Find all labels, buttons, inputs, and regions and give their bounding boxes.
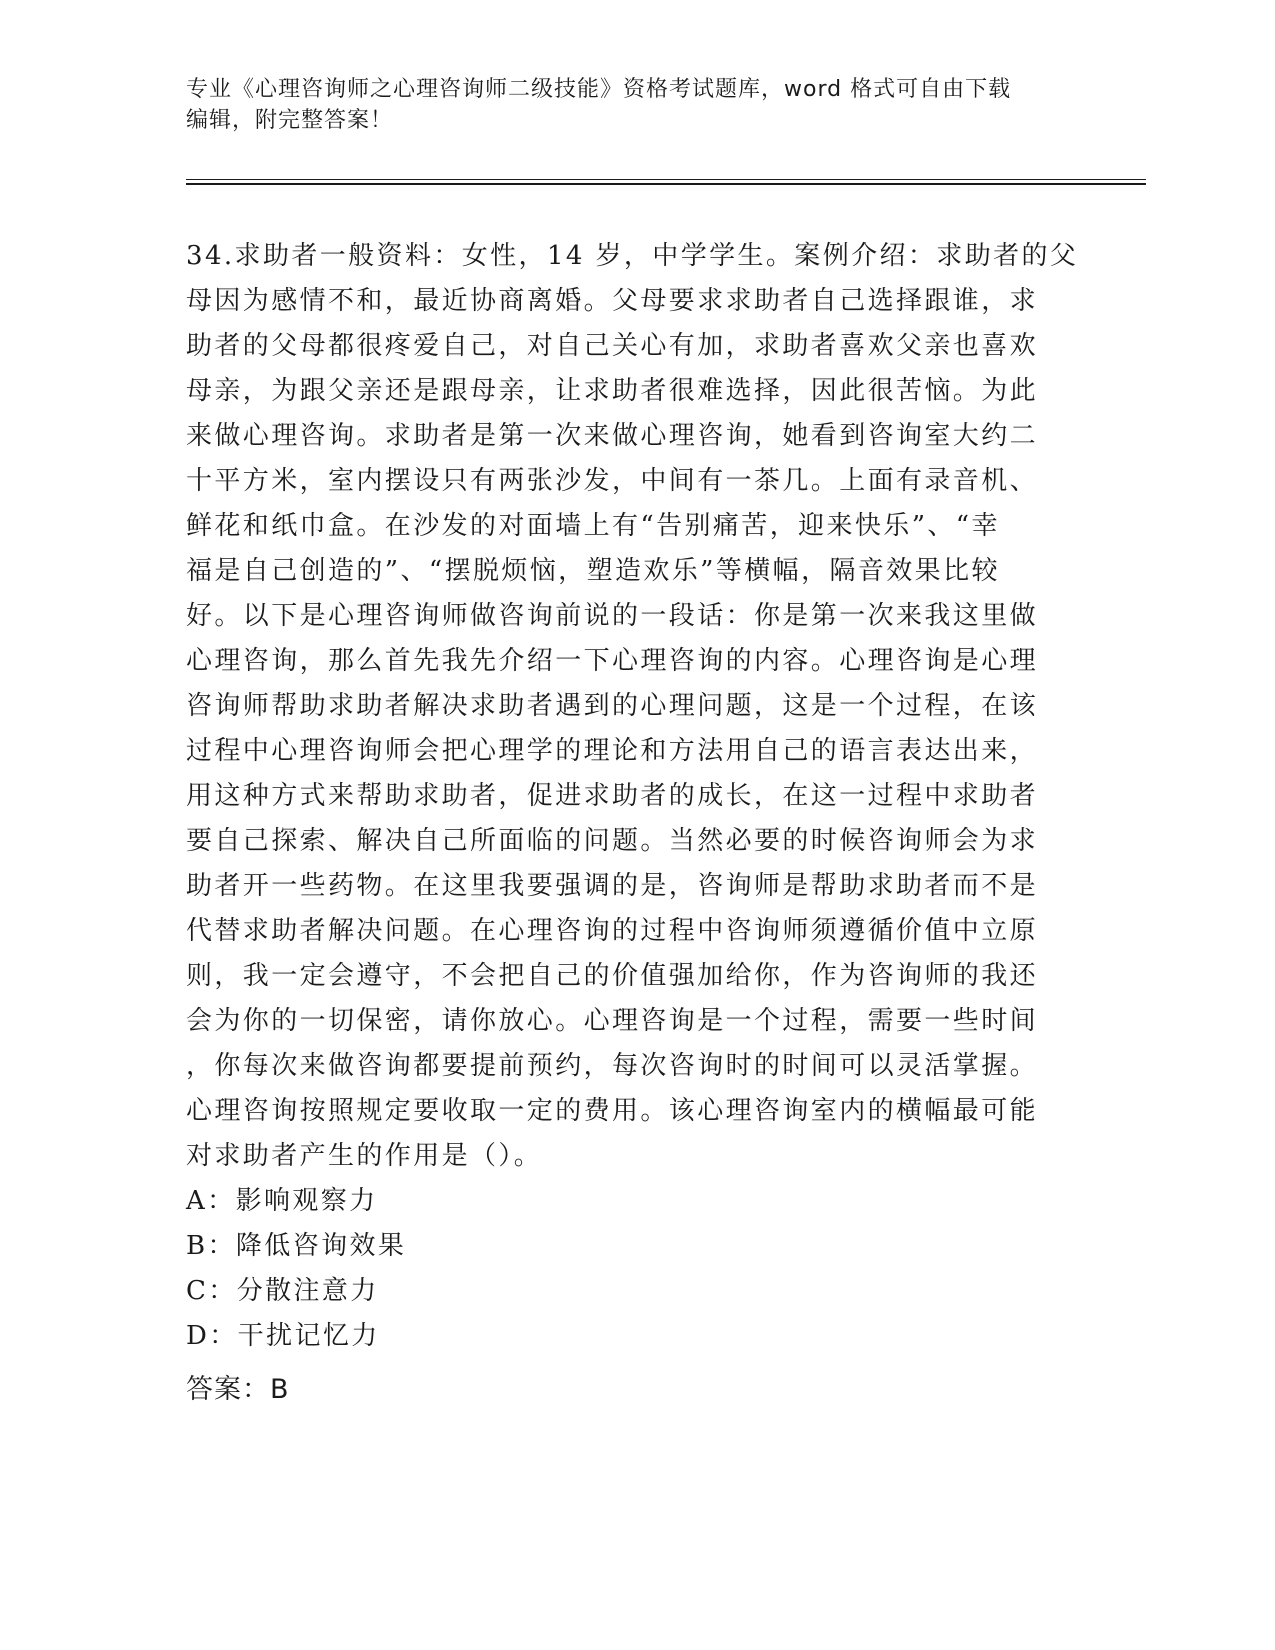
question-block — [186, 234, 1086, 1359]
question-line: 过程中心理咨询师会把心理学的理论和方法用自己的语言表达出来， — [186, 736, 1039, 766]
option-b: B：降低咨询效果 — [186, 1231, 407, 1261]
question-line: 福是自己创造的”、“摆脱烦恼，塑造欢乐”等横幅，隔音效果比较 — [186, 556, 1000, 586]
option-a: A：影响观察力 — [186, 1186, 378, 1216]
header-line-2: 编辑，附完整答案！ — [186, 108, 394, 133]
header-divider-thick — [186, 183, 1146, 185]
question-line: 助者开一些药物。在这里我要强调的是，咨询师是帮助求助者而不是 — [186, 871, 1039, 901]
question-line: 要自己探索、解决自己所面临的问题。当然必要的时候咨询师会为求 — [186, 826, 1039, 856]
question-line: 母亲，为跟父亲还是跟母亲，让求助者很难选择，因此很苦恼。为此 — [186, 376, 1039, 406]
question-line: 心理咨询，那么首先我先介绍一下心理咨询的内容。心理咨询是心理 — [186, 646, 1039, 676]
question-line: 来做心理咨询。求助者是第一次来做心理咨询，她看到咨询室大约二 — [186, 421, 1039, 451]
question-line: 鲜花和纸巾盒。在沙发的对面墙上有“告别痛苦，迎来快乐”、“幸 — [186, 511, 1000, 541]
question-line: 代替求助者解决问题。在心理咨询的过程中咨询师须遵循价值中立原 — [186, 916, 1039, 946]
header-divider-thin — [186, 179, 1146, 180]
question-line: 会为你的一切保密，请你放心。心理咨询是一个过程，需要一些时间 — [186, 1006, 1039, 1036]
header-line-1: 专业《心理咨询师之心理咨询师二级技能》资格考试题库，word 格式可自由下载 — [186, 77, 1012, 102]
question-line: ，你每次来做咨询都要提前预约，每次咨询时的时间可以灵活掌握。 — [186, 1051, 1039, 1081]
question-line: 则，我一定会遵守，不会把自己的价值强加给你，作为咨询师的我还 — [186, 961, 1039, 991]
question-line: 用这种方式来帮助求助者，促进求助者的成长，在这一过程中求助者 — [186, 781, 1039, 811]
option-c: C：分散注意力 — [186, 1276, 379, 1306]
answer-line: 答案：B — [186, 1374, 290, 1405]
option-d: D：干扰记忆力 — [186, 1321, 380, 1351]
question-line: 对求助者产生的作用是（）。 — [186, 1141, 543, 1171]
question-line: 咨询师帮助求助者解决求助者遇到的心理问题，这是一个过程，在该 — [186, 691, 1039, 721]
question-line: 母因为感情不和，最近协商离婚。父母要求求助者自己选择跟谁，求 — [186, 286, 1039, 316]
document-header — [186, 74, 1086, 136]
question-line: 34.求助者一般资料：女性，14 岁，中学学生。案例介绍：求助者的父 — [186, 241, 1079, 271]
question-line: 好。以下是心理咨询师做咨询前说的一段话：你是第一次来我这里做 — [186, 601, 1039, 631]
question-line: 助者的父母都很疼爱自己，对自己关心有加，求助者喜欢父亲也喜欢 — [186, 331, 1039, 361]
question-line: 心理咨询按照规定要收取一定的费用。该心理咨询室内的横幅最可能 — [186, 1096, 1039, 1126]
question-line: 十平方米，室内摆设只有两张沙发，中间有一茶几。上面有录音机、 — [186, 466, 1039, 496]
